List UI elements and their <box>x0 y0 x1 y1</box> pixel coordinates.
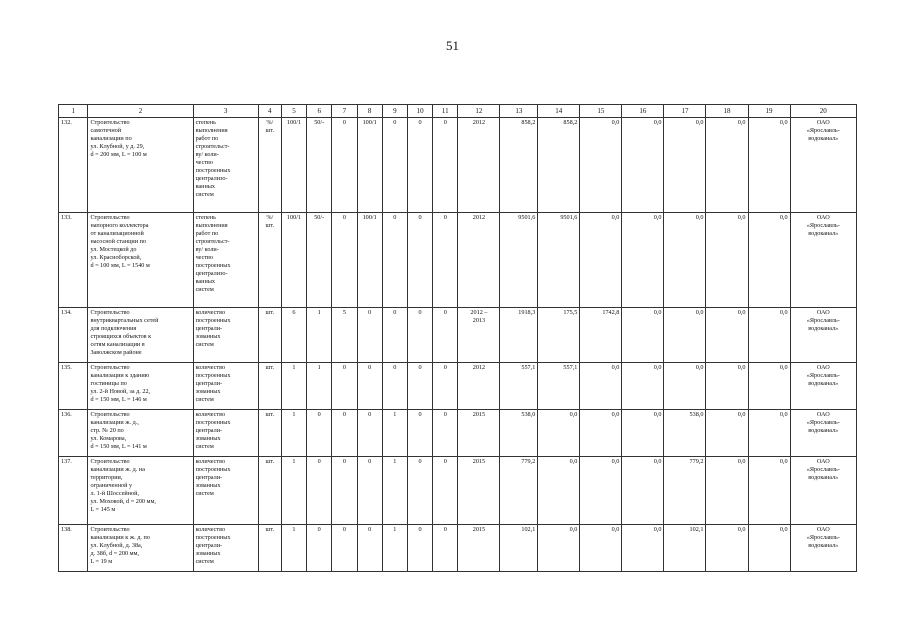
table-cell: 100/1 <box>357 118 382 213</box>
column-header: 8 <box>357 105 382 118</box>
table-cell: 0,0 <box>580 363 622 410</box>
table-cell: 0,0 <box>538 410 580 457</box>
table-cell: 538,0 <box>664 410 706 457</box>
table-cell: 0,0 <box>664 363 706 410</box>
column-header: 6 <box>307 105 332 118</box>
page-number: 51 <box>446 38 459 53</box>
table-cell: 0 <box>407 457 432 525</box>
table-cell: Строительство напорного коллектора от канализационной насосной станции по ул. Мостецкой до ул. Красноборской, d = 100 мм, L = 1540 м <box>88 213 193 308</box>
table-cell: 0 <box>407 308 432 363</box>
table-cell: 1 <box>281 363 306 410</box>
table-cell: 0 <box>332 363 357 410</box>
table-cell: 1 <box>382 410 407 457</box>
column-header: 1 <box>59 105 88 118</box>
table-cell: 0,0 <box>748 525 790 572</box>
table-cell: 0,0 <box>706 308 748 363</box>
table-cell: 0,0 <box>622 308 664 363</box>
column-header: 17 <box>664 105 706 118</box>
table-cell: 2012 <box>458 213 500 308</box>
table-cell: 0,0 <box>664 118 706 213</box>
table-row <box>59 525 857 572</box>
table-cell: 1 <box>281 457 306 525</box>
column-header: 7 <box>332 105 357 118</box>
table-cell: степень выполнения работ по строительст- ву/ коли- чество построенных централизо- ванных систем <box>193 118 258 213</box>
table-cell: 102,1 <box>500 525 538 572</box>
table-cell: 0 <box>357 410 382 457</box>
table-cell: 0 <box>332 410 357 457</box>
table-cell: 1 <box>382 525 407 572</box>
table-cell: ОАО «Ярославль- водоканал» <box>790 410 856 457</box>
table-cell: 0 <box>433 308 458 363</box>
table-cell: 136. <box>59 410 88 457</box>
table-cell: шт. <box>258 457 281 525</box>
table-cell: 0 <box>357 457 382 525</box>
table-cell: 0 <box>382 213 407 308</box>
table-cell: количество построенных централи- зованных систем <box>193 308 258 363</box>
table-cell: 0,0 <box>748 457 790 525</box>
table-cell: 1 <box>307 308 332 363</box>
table-cell: 0,0 <box>622 525 664 572</box>
table-cell: 0 <box>407 410 432 457</box>
table-cell: 0,0 <box>580 525 622 572</box>
table-cell: 0 <box>332 213 357 308</box>
table-cell: 0 <box>357 525 382 572</box>
table-cell: 0 <box>332 457 357 525</box>
table-cell: 0,0 <box>538 457 580 525</box>
table-cell: 0 <box>382 363 407 410</box>
column-header: 19 <box>748 105 790 118</box>
table-cell: 0 <box>382 118 407 213</box>
table-cell: количество построенных централи- зованных систем <box>193 525 258 572</box>
table-cell: 0,0 <box>706 525 748 572</box>
table-cell: 0,0 <box>538 525 580 572</box>
table-cell: ОАО «Ярославль- водоканал» <box>790 457 856 525</box>
table-row <box>59 457 857 525</box>
table-cell: 0 <box>433 118 458 213</box>
table-cell: 0,0 <box>622 363 664 410</box>
column-header: 16 <box>622 105 664 118</box>
column-header: 15 <box>580 105 622 118</box>
table-cell: 0,0 <box>748 363 790 410</box>
table-cell: 858,2 <box>538 118 580 213</box>
table-cell: 1 <box>281 410 306 457</box>
table-cell: ОАО «Ярославль- водоканал» <box>790 308 856 363</box>
table-cell: 137. <box>59 457 88 525</box>
table-cell: %/ шт. <box>258 118 281 213</box>
table-cell: 134. <box>59 308 88 363</box>
table-cell: 175,5 <box>538 308 580 363</box>
table-cell: 5 <box>332 308 357 363</box>
table-cell: 1 <box>307 363 332 410</box>
table-cell: 2015 <box>458 525 500 572</box>
table-cell: 0,0 <box>706 410 748 457</box>
table-cell: 0,0 <box>580 410 622 457</box>
table-cell: 0 <box>433 410 458 457</box>
table-cell: шт. <box>258 363 281 410</box>
table-cell: количество построенных централи- зованных систем <box>193 363 258 410</box>
column-header: 5 <box>281 105 306 118</box>
table-cell: 0 <box>407 118 432 213</box>
table-cell: 0,0 <box>622 118 664 213</box>
table-cell: 0,0 <box>622 410 664 457</box>
column-header: 4 <box>258 105 281 118</box>
table-cell: 0,0 <box>706 118 748 213</box>
table-cell: 0 <box>357 308 382 363</box>
table-row <box>59 363 857 410</box>
table-cell: количество построенных централи- зованных систем <box>193 457 258 525</box>
table-cell: 1918,3 <box>500 308 538 363</box>
table-cell: 0,0 <box>706 457 748 525</box>
table-cell: 0,0 <box>664 213 706 308</box>
table-cell: 0,0 <box>580 118 622 213</box>
table-cell: 1742,8 <box>580 308 622 363</box>
column-header: 3 <box>193 105 258 118</box>
table-cell: 0 <box>433 363 458 410</box>
table-row <box>59 213 857 308</box>
data-table <box>58 104 857 572</box>
table-cell: 779,2 <box>500 457 538 525</box>
table-cell: количество построенных централи- зованных систем <box>193 410 258 457</box>
table-cell: 135. <box>59 363 88 410</box>
table-cell: 0 <box>433 457 458 525</box>
table-cell: Строительство самотечной канализации по ул. Клубной, у д. 29, d = 200 мм, L = 100 м <box>88 118 193 213</box>
table-cell: 2012 <box>458 363 500 410</box>
table-cell: ОАО «Ярославль- водоканал» <box>790 118 856 213</box>
column-header: 10 <box>407 105 432 118</box>
table-row <box>59 118 857 213</box>
table-cell: 1 <box>281 525 306 572</box>
table-cell: 0,0 <box>580 457 622 525</box>
table-cell: 0 <box>307 410 332 457</box>
column-header: 9 <box>382 105 407 118</box>
column-header: 20 <box>790 105 856 118</box>
table-cell: 2012 <box>458 118 500 213</box>
table-cell: 557,1 <box>538 363 580 410</box>
table-cell: Строительство канализации ж. д., стр. № 20 по ул. Комарова, d = 150 мм, L = 141 м <box>88 410 193 457</box>
table-cell: 0 <box>407 363 432 410</box>
column-header: 11 <box>433 105 458 118</box>
table-cell: Строительство канализации ж. д. на территории, ограниченной у л. 1-й Шоссейной, ул. Моховой, d = 200 мм, L = 145 м <box>88 457 193 525</box>
table-cell: 2012 – 2013 <box>458 308 500 363</box>
table-cell: 0 <box>307 457 332 525</box>
table-cell: 6 <box>281 308 306 363</box>
table-cell: ОАО «Ярославль- водоканал» <box>790 363 856 410</box>
table-cell: 0,0 <box>622 457 664 525</box>
table-cell: ОАО «Ярославль- водоканал» <box>790 525 856 572</box>
table-cell: 0 <box>407 213 432 308</box>
table-cell: Строительство канализации к ж. д. по ул. Клубной, д. 38а, д. 38б, d = 200 мм, L = 19 м <box>88 525 193 572</box>
table-cell: Строительство канализации к зданию гостиницы по ул. 2-й Новой, за д. 22, d = 150 мм, L = 146 м <box>88 363 193 410</box>
table-cell: шт. <box>258 525 281 572</box>
table-cell: 858,2 <box>500 118 538 213</box>
table-cell: 138. <box>59 525 88 572</box>
table-cell: 50/- <box>307 118 332 213</box>
column-header: 13 <box>500 105 538 118</box>
table-cell: 1 <box>382 457 407 525</box>
column-header: 12 <box>458 105 500 118</box>
table-cell: Строительство внутриквартальных сетей для подключения строящихся объектов к сетям канализации в Заволжском районе <box>88 308 193 363</box>
table-cell: 100/1 <box>281 213 306 308</box>
table-cell: шт. <box>258 308 281 363</box>
table-cell: 779,2 <box>664 457 706 525</box>
table-cell: 102,1 <box>664 525 706 572</box>
table-header-row <box>59 105 857 118</box>
table-cell: 0 <box>433 213 458 308</box>
table-cell: 557,1 <box>500 363 538 410</box>
table-cell: 0 <box>357 363 382 410</box>
table-cell: 2015 <box>458 410 500 457</box>
table-cell: 0,0 <box>748 213 790 308</box>
table-cell: 0,0 <box>748 410 790 457</box>
table-cell: 0,0 <box>580 213 622 308</box>
column-header: 2 <box>88 105 193 118</box>
table-cell: 50/- <box>307 213 332 308</box>
table-cell: 0 <box>332 118 357 213</box>
table-cell: %/ шт. <box>258 213 281 308</box>
table-cell: 132. <box>59 118 88 213</box>
table-cell: 0 <box>433 525 458 572</box>
table-cell: 538,0 <box>500 410 538 457</box>
table-cell: 0 <box>332 525 357 572</box>
table-cell: ОАО «Ярославль- водоканал» <box>790 213 856 308</box>
table-cell: 0 <box>307 525 332 572</box>
table-cell: 0,0 <box>748 118 790 213</box>
table-cell: 133. <box>59 213 88 308</box>
table-cell: 0,0 <box>622 213 664 308</box>
column-header: 18 <box>706 105 748 118</box>
table-cell: степень выполнения работ по строительст- ву/ коли- чество построенных централизо- ванных систем <box>193 213 258 308</box>
table-cell: 9501,6 <box>500 213 538 308</box>
table-cell: 0,0 <box>706 213 748 308</box>
table-cell: 100/1 <box>357 213 382 308</box>
table-cell: 100/1 <box>281 118 306 213</box>
table-cell: 0 <box>407 525 432 572</box>
table-cell: 0,0 <box>706 363 748 410</box>
table-cell: 0,0 <box>664 308 706 363</box>
table-row <box>59 308 857 363</box>
table-cell: 0 <box>382 308 407 363</box>
column-header: 14 <box>538 105 580 118</box>
table-cell: 0,0 <box>748 308 790 363</box>
table-cell: шт. <box>258 410 281 457</box>
table-cell: 2015 <box>458 457 500 525</box>
table-row <box>59 410 857 457</box>
table-cell: 9501,6 <box>538 213 580 308</box>
